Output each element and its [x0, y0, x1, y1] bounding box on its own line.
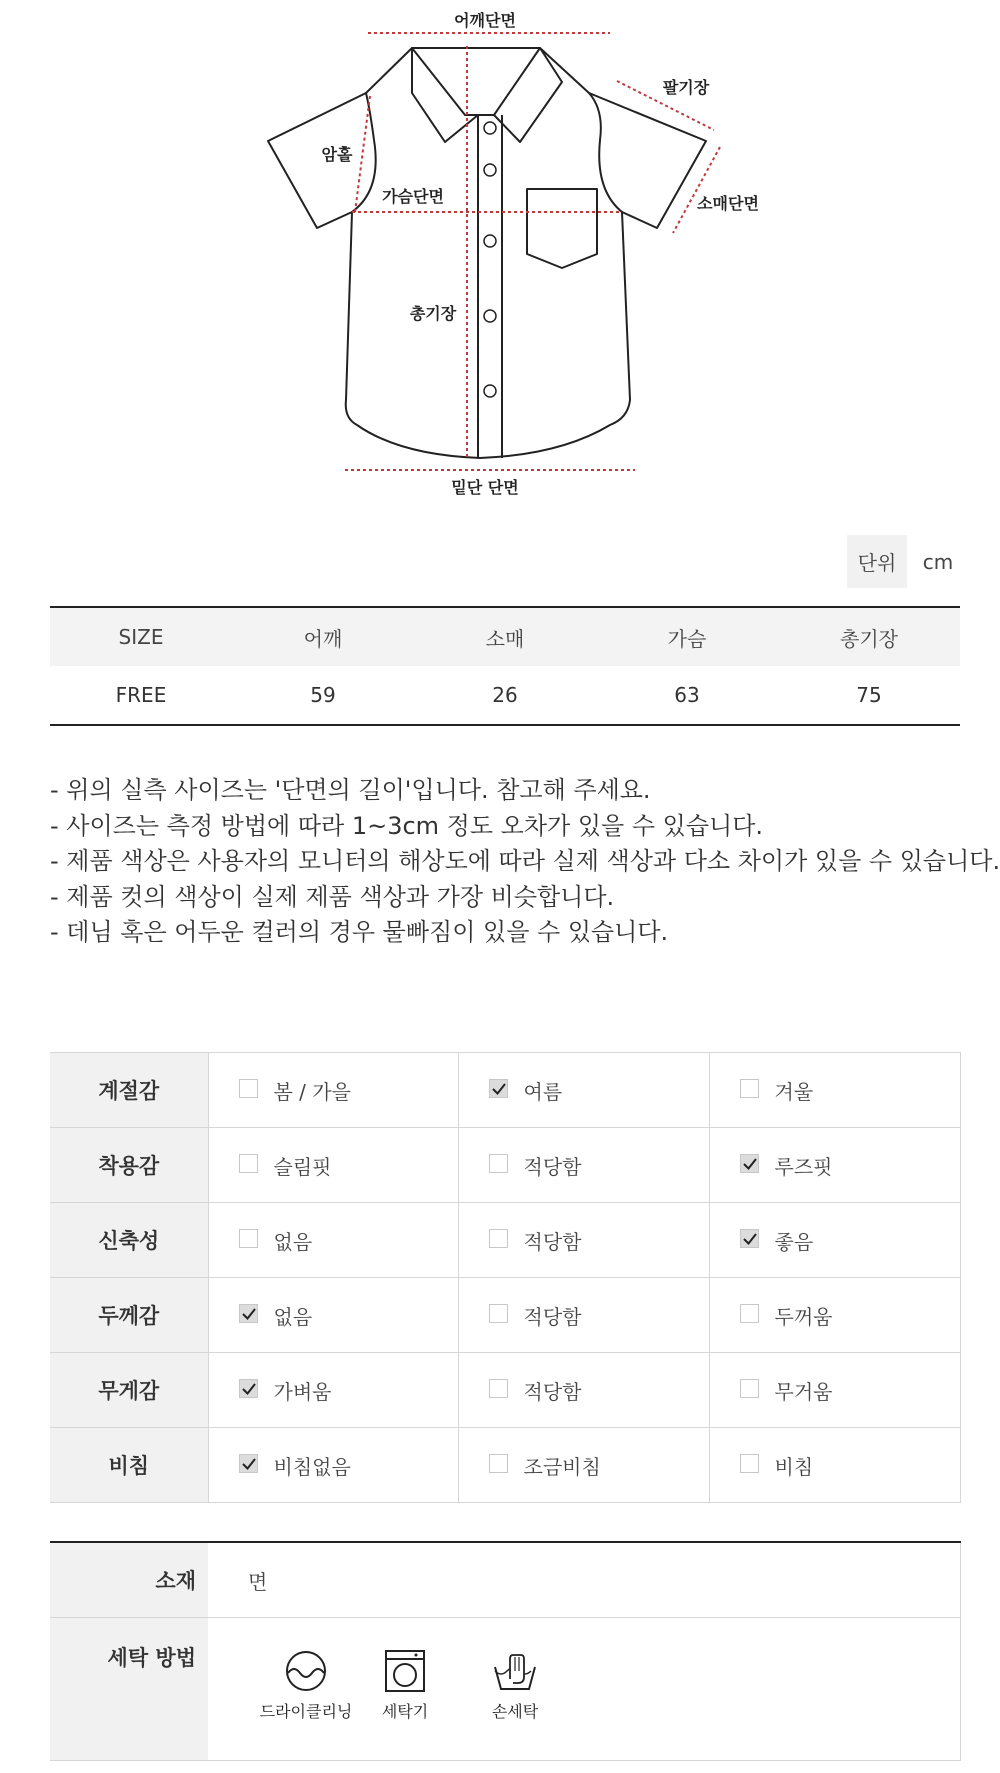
- wash-method-dry-clean: [256, 1649, 356, 1722]
- size-cell: 75: [856, 683, 882, 707]
- attribute-name: 비침: [50, 1428, 208, 1503]
- option-label: 없음: [273, 1229, 313, 1254]
- attribute-name: 두께감: [50, 1278, 208, 1353]
- wash-method-label: 드라이클리닝: [259, 1702, 353, 1721]
- checkbox-checked[interactable]: [740, 1229, 759, 1248]
- attribute-option[interactable]: [208, 1203, 458, 1278]
- note-line: - 데님 혹은 어두운 컬러의 경우 물빠짐이 있을 수 있습니다.: [50, 918, 669, 946]
- option-label: 적당함: [523, 1379, 582, 1404]
- material-row: [50, 1542, 960, 1618]
- option-label: 가벼움: [273, 1379, 332, 1404]
- option-label: 적당함: [523, 1154, 582, 1179]
- checkbox-unchecked[interactable]: [239, 1229, 258, 1248]
- attribute-table: [50, 1052, 961, 1503]
- attribute-option[interactable]: [458, 1353, 709, 1428]
- attribute-option[interactable]: [709, 1428, 960, 1503]
- checkbox-checked[interactable]: [740, 1154, 759, 1173]
- note-line: - 제품 컷의 색상이 실제 제품 색상과 가장 비슷합니다.: [50, 882, 615, 911]
- attribute-option[interactable]: [458, 1203, 709, 1278]
- attribute-option[interactable]: [458, 1128, 709, 1203]
- washing-row: [50, 1618, 960, 1761]
- checkbox-unchecked[interactable]: [740, 1379, 759, 1398]
- option-label: 적당함: [523, 1304, 582, 1329]
- material-label: 소재: [50, 1542, 208, 1618]
- washing-label: 세탁 방법: [50, 1618, 208, 1761]
- size-col-header: 어깨: [232, 607, 414, 666]
- washing-methods: [208, 1618, 960, 1761]
- note-line: - 사이즈는 측정 방법에 따라 1~3cm 정도 오차가 있을 수 있습니다.: [50, 811, 764, 840]
- option-label: 슬림핏: [273, 1154, 332, 1179]
- attribute-option[interactable]: [709, 1353, 960, 1428]
- option-label: 여름: [523, 1079, 563, 1104]
- size-notes: [50, 773, 1000, 951]
- attribute-name: 신축성: [50, 1203, 208, 1278]
- label-shoulder: 어깨단면: [454, 11, 516, 30]
- label-armhole: 암홀: [321, 145, 353, 164]
- option-label: 루즈핏: [774, 1154, 833, 1179]
- size-diagram: [0, 0, 1000, 505]
- washing-machine-icon: [383, 1649, 427, 1693]
- label-sleeve-length: 팔기장: [662, 78, 710, 97]
- checkbox-unchecked[interactable]: [239, 1079, 258, 1098]
- material-value: 면: [208, 1542, 960, 1618]
- hand-wash-icon: [493, 1649, 537, 1693]
- attribute-row: [50, 1428, 960, 1503]
- checkbox-unchecked[interactable]: [489, 1454, 508, 1473]
- table-row: [50, 666, 960, 725]
- unit-value: cm: [922, 549, 954, 574]
- option-label: 적당함: [523, 1229, 582, 1254]
- label-total-length: 총기장: [409, 304, 457, 323]
- unit-label: 단위: [847, 535, 907, 588]
- label-hem: 밑단 단면: [451, 478, 519, 497]
- option-label: 좋음: [774, 1229, 814, 1254]
- material-table: [50, 1541, 961, 1761]
- attribute-name: 계절감: [50, 1053, 208, 1128]
- checkbox-checked[interactable]: [239, 1379, 258, 1398]
- attribute-option[interactable]: [709, 1278, 960, 1353]
- checkbox-unchecked[interactable]: [740, 1079, 759, 1098]
- checkbox-checked[interactable]: [489, 1079, 508, 1098]
- size-col-header: 총기장: [778, 607, 960, 666]
- size-table: [50, 606, 960, 726]
- attribute-row: [50, 1128, 960, 1203]
- attribute-option[interactable]: [208, 1428, 458, 1503]
- attribute-row: [50, 1353, 960, 1428]
- attribute-option[interactable]: [458, 1278, 709, 1353]
- attribute-option[interactable]: [208, 1128, 458, 1203]
- wash-method-machine: [370, 1649, 440, 1722]
- option-label: 두꺼움: [774, 1304, 833, 1329]
- checkbox-unchecked[interactable]: [740, 1304, 759, 1323]
- attribute-option[interactable]: [458, 1428, 709, 1503]
- size-col-header: 가슴: [596, 607, 778, 666]
- size-table-header: [50, 607, 960, 666]
- option-label: 겨울: [774, 1079, 814, 1104]
- attribute-option[interactable]: [458, 1053, 709, 1128]
- option-label: 비침없음: [273, 1454, 351, 1479]
- size-col-header: SIZE: [50, 607, 232, 666]
- checkbox-unchecked[interactable]: [489, 1229, 508, 1248]
- wash-method-hand: [470, 1649, 560, 1722]
- option-label: 비침: [774, 1454, 814, 1479]
- attribute-row: [50, 1203, 960, 1278]
- attribute-name: 착용감: [50, 1128, 208, 1203]
- option-label: 무거움: [774, 1379, 833, 1404]
- dry-clean-icon: [284, 1649, 328, 1693]
- attribute-option[interactable]: [208, 1353, 458, 1428]
- attribute-option[interactable]: [709, 1053, 960, 1128]
- checkbox-unchecked[interactable]: [489, 1379, 508, 1398]
- checkbox-unchecked[interactable]: [740, 1454, 759, 1473]
- attribute-option[interactable]: [208, 1053, 458, 1128]
- checkbox-unchecked[interactable]: [489, 1154, 508, 1173]
- label-sleeve-width: 소매단면: [697, 194, 759, 213]
- attribute-name: 무게감: [50, 1353, 208, 1428]
- checkbox-unchecked[interactable]: [239, 1154, 258, 1173]
- size-cell: 63: [674, 683, 700, 707]
- wash-method-label: 세탁기: [381, 1702, 429, 1721]
- checkbox-unchecked[interactable]: [489, 1304, 508, 1323]
- option-label: 없음: [273, 1304, 313, 1329]
- note-line: - 위의 실측 사이즈는 '단면의 길이'입니다. 참고해 주세요.: [50, 776, 651, 804]
- size-cell: 26: [492, 683, 518, 707]
- option-label: 봄 / 가을: [273, 1079, 351, 1104]
- attribute-option[interactable]: [709, 1128, 960, 1203]
- wash-method-label: 손세탁: [491, 1702, 539, 1721]
- attribute-option[interactable]: [208, 1278, 458, 1353]
- label-chest: 가슴단면: [382, 187, 444, 206]
- attribute-option[interactable]: [709, 1203, 960, 1278]
- size-cell: 59: [310, 683, 336, 707]
- size-cell: FREE: [115, 683, 167, 707]
- note-line: - 제품 색상은 사용자의 모니터의 해상도에 따라 실제 색상과 다소 차이가 있을 수 있습니다.: [50, 847, 1000, 875]
- option-label: 조금비침: [523, 1454, 601, 1479]
- checkbox-checked[interactable]: [239, 1454, 258, 1473]
- attribute-row: [50, 1053, 960, 1128]
- size-col-header: 소매: [414, 607, 596, 666]
- attribute-row: [50, 1278, 960, 1353]
- checkbox-checked[interactable]: [239, 1304, 258, 1323]
